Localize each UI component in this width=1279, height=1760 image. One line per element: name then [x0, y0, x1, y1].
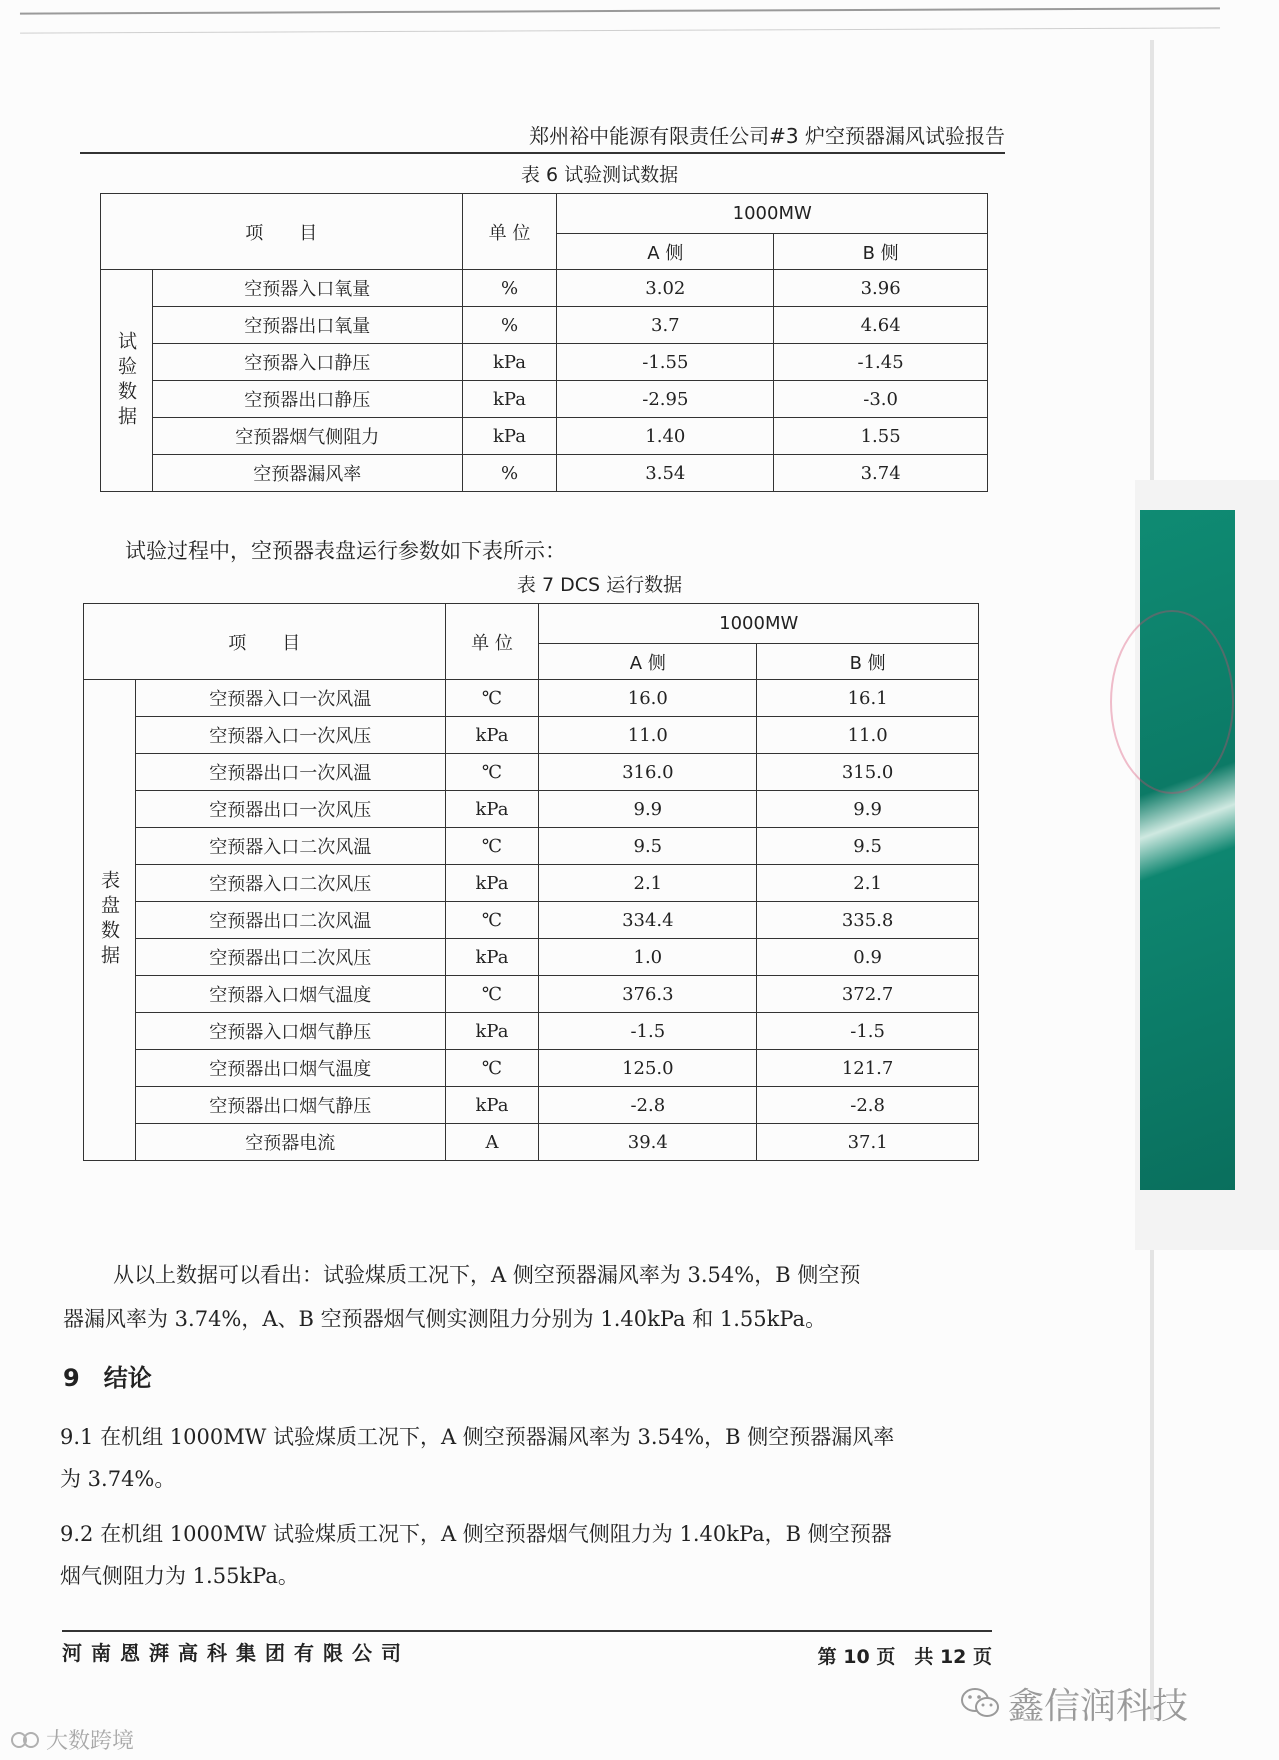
table-row [84, 717, 979, 754]
table7-value-a: 376.3 [539, 976, 757, 1013]
table6-unit: % [462, 455, 557, 492]
table7-value-a: 39.4 [539, 1124, 757, 1161]
logo-icon [10, 1728, 40, 1752]
table-row [101, 307, 988, 344]
table7-item: 空预器入口二次风压 [135, 865, 445, 902]
scan-edge-top [20, 7, 1220, 33]
table7-col-a: A 侧 [539, 644, 757, 680]
table6-col-unit: 单 位 [462, 194, 557, 270]
table-row [84, 754, 979, 791]
table-row [84, 902, 979, 939]
table-row [101, 270, 988, 307]
table7-unit: kPa [445, 1087, 539, 1124]
table7-unit: ℃ [445, 902, 539, 939]
table7-group-label: 表盘数据 [84, 680, 136, 1161]
table7-value-b: -1.5 [757, 1013, 979, 1050]
table-row [84, 939, 979, 976]
table7-value-b: 372.7 [757, 976, 979, 1013]
table6-value-b: -1.45 [774, 344, 988, 381]
table7-col-unit: 单 位 [445, 604, 539, 680]
summary-line-2: 器漏风率为 3.74%，A、B 空预器烟气侧实测阻力分别为 1.40kPa 和 1.55kPa。 [63, 1307, 827, 1331]
table6-value-a: 3.54 [557, 455, 774, 492]
section-heading: 9 结论 [63, 1364, 152, 1392]
table7-value-b: 2.1 [757, 865, 979, 902]
table6-value-a: -2.95 [557, 381, 774, 418]
table6-col-a: A 侧 [557, 234, 774, 270]
header-rule [80, 152, 1005, 154]
table7-value-a: 316.0 [539, 754, 757, 791]
table7-value-a: 2.1 [539, 865, 757, 902]
table7-item: 空预器出口二次风温 [135, 902, 445, 939]
table7-unit: ℃ [445, 754, 539, 791]
table7-value-a: 9.9 [539, 791, 757, 828]
table6-value-a: 3.02 [557, 270, 774, 307]
summary-line-1: 从以上数据可以看出：试验煤质工况下，A 侧空预器漏风率为 3.54%，B 侧空预 [113, 1263, 861, 1287]
table7-unit: kPa [445, 1013, 539, 1050]
table-row [84, 1124, 979, 1161]
table-row [84, 865, 979, 902]
footer-page-number: 第 10 页 共 12 页 [817, 1646, 992, 1668]
table6-item: 空预器入口氧量 [152, 270, 462, 307]
table-row [101, 455, 988, 492]
table6-value-a: 3.7 [557, 307, 774, 344]
table7-unit: kPa [445, 717, 539, 754]
table7-item: 空预器出口二次风压 [135, 939, 445, 976]
table7-unit: ℃ [445, 976, 539, 1013]
table6-value-b: -3.0 [774, 381, 988, 418]
table7-col-b: B 侧 [757, 644, 979, 680]
conclusion-9-2-line-1: 9.2 在机组 1000MW 试验煤质工况下，A 侧空预器烟气侧阻力为 1.40kPa，B 侧空预器 [60, 1522, 892, 1546]
watermark-right: 鑫信润科技 [1008, 1686, 1189, 1727]
table6-item: 空预器出口氧量 [152, 307, 462, 344]
table-row [101, 344, 988, 381]
table6-unit: % [462, 270, 557, 307]
table6-unit: % [462, 307, 557, 344]
table-row [101, 381, 988, 418]
table7-unit: kPa [445, 865, 539, 902]
table6-value-b: 3.96 [774, 270, 988, 307]
table7-value-a: 9.5 [539, 828, 757, 865]
table7-value-b: -2.8 [757, 1087, 979, 1124]
table7-value-a: 1.0 [539, 939, 757, 976]
table7-item: 空预器出口一次风温 [135, 754, 445, 791]
table7-unit: A [445, 1124, 539, 1161]
footer-rule [62, 1630, 992, 1632]
table6-item: 空预器烟气侧阻力 [152, 418, 462, 455]
table7-value-b: 0.9 [757, 939, 979, 976]
table6-unit: kPa [462, 344, 557, 381]
table6-value-b: 4.64 [774, 307, 988, 344]
table6-value-a: 1.40 [557, 418, 774, 455]
conclusion-9-1-line-2: 为 3.74%。 [60, 1467, 176, 1491]
table7-item: 空预器入口一次风压 [135, 717, 445, 754]
table7-item: 空预器入口一次风温 [135, 680, 445, 717]
conclusion-9-1-line-1: 9.1 在机组 1000MW 试验煤质工况下，A 侧空预器漏风率为 3.54%，B 侧空预器漏风率 [60, 1425, 895, 1449]
table6-item: 空预器入口静压 [152, 344, 462, 381]
table7-col-item: 项 目 [84, 604, 446, 680]
table7-value-b: 315.0 [757, 754, 979, 791]
table7-item: 空预器出口烟气静压 [135, 1087, 445, 1124]
table7-item: 空预器电流 [135, 1124, 445, 1161]
wechat-icon [960, 1686, 1000, 1720]
table7-unit: ℃ [445, 680, 539, 717]
table6-col-group: 1000MW [557, 194, 988, 234]
table7-unit: kPa [445, 791, 539, 828]
table-row [84, 680, 979, 717]
table7-item: 空预器入口二次风温 [135, 828, 445, 865]
table7-unit: ℃ [445, 828, 539, 865]
table-row [84, 1050, 979, 1087]
conclusion-9-2-line-2: 烟气侧阻力为 1.55kPa。 [60, 1564, 299, 1588]
table7-col-group: 1000MW [539, 604, 979, 644]
footer-company: 河南恩湃高科集团有限公司 [62, 1641, 410, 1665]
table6-unit: kPa [462, 381, 557, 418]
intro-text: 试验过程中，空预器表盘运行参数如下表所示： [125, 539, 566, 563]
table6-col-b: B 侧 [774, 234, 988, 270]
table-row [101, 418, 988, 455]
table7-value-b: 16.1 [757, 680, 979, 717]
table7-value-a: 16.0 [539, 680, 757, 717]
table7 [83, 603, 979, 1161]
table7-unit: kPa [445, 939, 539, 976]
table-row [84, 1087, 979, 1124]
table-row [84, 1013, 979, 1050]
table7-value-b: 121.7 [757, 1050, 979, 1087]
table7-value-b: 9.9 [757, 791, 979, 828]
table6-item: 空预器漏风率 [152, 455, 462, 492]
table7-item: 空预器入口烟气静压 [135, 1013, 445, 1050]
table7-value-b: 11.0 [757, 717, 979, 754]
table6-value-b: 1.55 [774, 418, 988, 455]
table6 [100, 193, 988, 492]
table7-item: 空预器出口烟气温度 [135, 1050, 445, 1087]
page-header: 郑州裕中能源有限责任公司#3 炉空预器漏风试验报告 [529, 124, 1005, 148]
table6-value-b: 3.74 [774, 455, 988, 492]
table6-unit: kPa [462, 418, 557, 455]
table7-value-a: 11.0 [539, 717, 757, 754]
table7-value-b: 335.8 [757, 902, 979, 939]
table7-value-a: -1.5 [539, 1013, 757, 1050]
watermark-left: 大数跨境 [46, 1729, 135, 1754]
table6-value-a: -1.55 [557, 344, 774, 381]
table7-item: 空预器入口烟气温度 [135, 976, 445, 1013]
table7-item: 空预器出口一次风压 [135, 791, 445, 828]
stamp-seal [1110, 610, 1234, 794]
table7-unit: ℃ [445, 1050, 539, 1087]
table-row [84, 791, 979, 828]
table7-value-b: 9.5 [757, 828, 979, 865]
table6-caption: 表 6 试验测试数据 [520, 164, 679, 186]
table6-item: 空预器出口静压 [152, 381, 462, 418]
table7-caption: 表 7 DCS 运行数据 [516, 574, 683, 596]
table6-col-item: 项 目 [101, 194, 463, 270]
table-row [84, 976, 979, 1013]
table7-value-a: 125.0 [539, 1050, 757, 1087]
table6-group-label: 试验数据 [101, 270, 153, 492]
table-row [84, 828, 979, 865]
table7-value-a: -2.8 [539, 1087, 757, 1124]
table7-value-a: 334.4 [539, 902, 757, 939]
table7-value-b: 37.1 [757, 1124, 979, 1161]
